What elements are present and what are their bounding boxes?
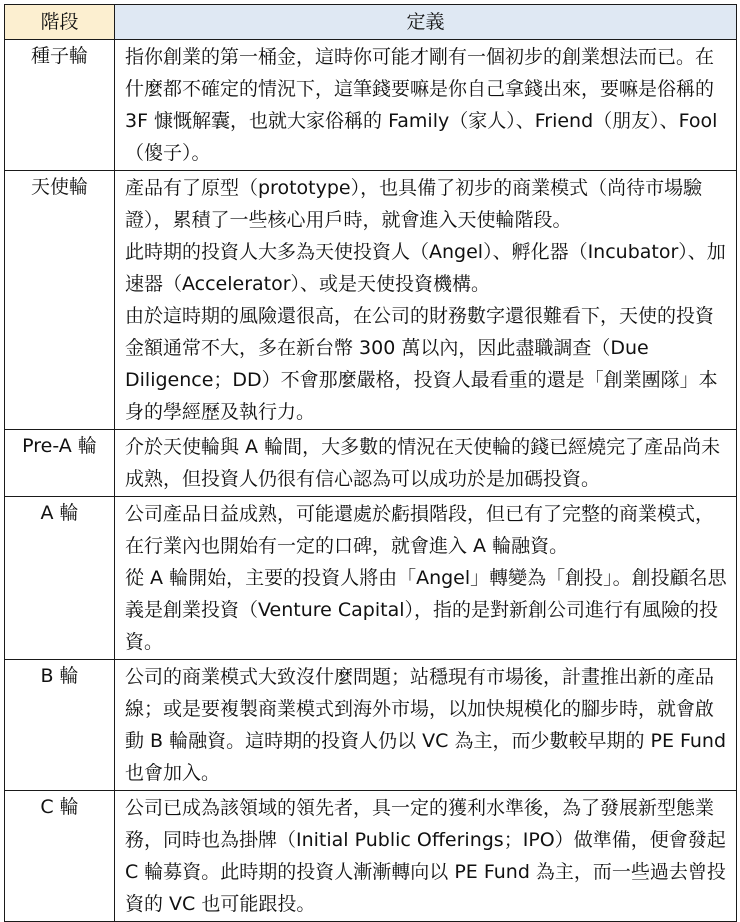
table-row-seed — [5, 40, 737, 171]
table-row-angel — [5, 171, 737, 430]
definition-cell — [115, 430, 737, 497]
definition-paragraph: 指你創業的第一桶金，這時你可能才剛有一個初步的創業想法而已。在什麼都不確定的情況下，這筆錢要嘛是你自己拿錢出來，要嘛是俗稱的 3F 慷慨解囊，也就大家俗稱的 Family（家人）、Friend（朋友）、Fool（傻子）。 — [125, 46, 718, 164]
stage-cell: A 輪 — [5, 497, 115, 660]
stage-cell: C 輪 — [5, 791, 115, 922]
definition-paragraph: 此時期的投資人大多為天使投資人（Angel）、孵化器（Incubator）、加速器（Accelerator）、或是天使投資機構。 — [125, 241, 726, 295]
definition-paragraph: 從 A 輪開始，主要的投資人將由「Angel」轉變為「創投」。創投顧名思義是創業投資（Venture Capital），指的是對新創公司進行有風險的投資。 — [125, 567, 727, 653]
table-row-pre-a — [5, 430, 737, 497]
definition-paragraph: 公司已成為該領域的領先者，具一定的獲利水準後，為了發展新型態業務，同時也為掛牌（Initial Public Offerings；IPO）做準備，便會發起 C 輪募資。此時期的投資人漸漸轉向以 PE Fund 為主，而一些過去曾投資的 VC 也可能跟投。 — [125, 797, 726, 915]
funding-stages-table — [4, 4, 737, 922]
stage-cell: B 輪 — [5, 660, 115, 791]
definition-paragraph: 公司的商業模式大致沒什麼問題；站穩現有市場後，計畫推出新的產品線；或是要複製商業模式到海外市場，以加快規模化的腳步時，就會啟動 B 輪融資。這時期的投資人仍以 VC 為主，而少數較早期的 PE Fund 也會加入。 — [125, 666, 727, 784]
definition-cell — [115, 171, 737, 430]
table-row-a — [5, 497, 737, 660]
definition-paragraph: 由於這時期的風險還很高，在公司的財務數字還很難看下，天使的投資金額通常不大，多在新台幣 300 萬以內，因此盡職調查（Due Diligence；DD）不會那麼嚴格，投資人最看重的還是「創業團隊」本身的學經歷及執行力。 — [125, 305, 718, 423]
definition-cell — [115, 660, 737, 791]
definition-cell — [115, 40, 737, 171]
definition-paragraph: 介於天使輪與 A 輪間，大多數的情況在天使輪的錢已經燒完了產品尚未成熟，但投資人仍很有信心認為可以成功於是加碼投資。 — [125, 436, 721, 490]
header-row — [5, 5, 737, 40]
definition-cell — [115, 791, 737, 922]
table-row-c — [5, 791, 737, 922]
stage-cell: 天使輪 — [5, 171, 115, 430]
table-row-b — [5, 660, 737, 791]
definition-paragraph: 公司產品日益成熟，可能還處於虧損階段，但已有了完整的商業模式，在行業內也開始有一定的口碑，就會進入 A 輪融資。 — [125, 503, 715, 557]
header-definition: 定義 — [115, 5, 737, 40]
definition-cell — [115, 497, 737, 660]
stage-cell: Pre-A 輪 — [5, 430, 115, 497]
stage-cell: 種子輪 — [5, 40, 115, 171]
definition-paragraph: 產品有了原型（prototype），也具備了初步的商業模式（尚待市場驗證），累積了一些核心用戶時，就會進入天使輪階段。 — [125, 177, 703, 231]
header-stage: 階段 — [5, 5, 115, 40]
